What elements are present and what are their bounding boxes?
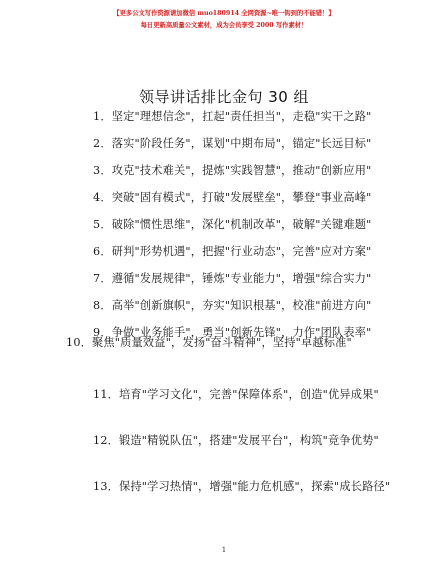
list-item: 2．落实"阶段任务"，谋划"中期布局"，锚定"长远目标" bbox=[93, 137, 372, 150]
list-item: 7．遵循"发展规律"，锤炼"专业能力"，增强"综合实力" bbox=[93, 272, 372, 285]
list-item: 13．保持"学习热情"，增强"能力危机感"，探索"成长路径" bbox=[93, 480, 391, 493]
list-item: 6．研判"形势机遇"，把握"行业动态"，完善"应对方案" bbox=[93, 245, 372, 258]
promo-banner-line-1: 【更多公文写作资源请加微信 muo180914 全网资源~唯一钩到的不能错！】 bbox=[113, 10, 335, 17]
document-title: 领导讲话排比金句 30 组 bbox=[138, 88, 310, 106]
list-item: 5．破除"惯性思维"，深化"机制改革"，破解"关键难题" bbox=[93, 218, 372, 231]
list-item: 8．高举"创新旗帜"，夯实"知识根基"，校准"前进方向" bbox=[93, 299, 372, 312]
list-item: 3．攻克"技术难关"，提炼"实践智慧"，推动"创新应用" bbox=[93, 164, 372, 177]
promo-banner-line-2: 每日更新高质量公文素材，成为会员享受 2000 写作素材！ bbox=[140, 22, 308, 29]
list-item: 10．聚焦"质量效益"，发扬"奋斗精神"，坚持"卓越标准" bbox=[66, 336, 352, 349]
list-item: 12．锻造"精锐队伍"，搭建"发展平台"，构筑"竞争优势" bbox=[93, 434, 379, 447]
list-item: 9．争做"业务能手"，勇当"创新先锋"，力作"团队表率" bbox=[93, 326, 372, 339]
page-number: 1 bbox=[221, 546, 227, 554]
list-item: 4．突破"固有模式"，打破"发展壁垒"，攀登"事业高峰" bbox=[93, 191, 372, 204]
list-item: 1．坚定"理想信念"，扛起"责任担当"，走稳"实干之路" bbox=[93, 110, 372, 123]
list-item: 11．培育"学习文化"，完善"保障体系"，创造"优异成果" bbox=[93, 388, 379, 401]
